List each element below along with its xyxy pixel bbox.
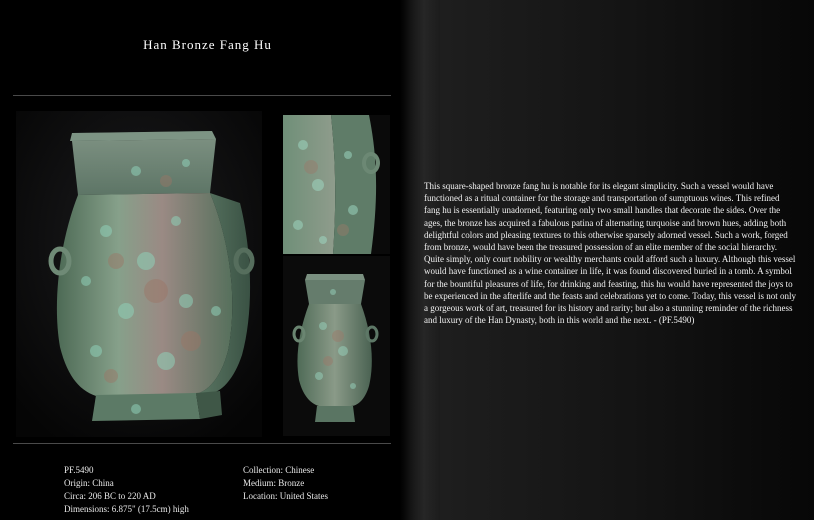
main-vessel-photo[interactable] — [16, 111, 262, 437]
detail-circa: Circa: 206 BC to 220 AD — [64, 491, 156, 501]
details-right — [243, 464, 393, 503]
top-divider — [13, 95, 391, 96]
detail-collection: Collection: Chinese — [243, 465, 315, 475]
alternate-vessel-photo[interactable] — [283, 256, 390, 436]
detail-medium: Medium: Bronze — [243, 478, 305, 488]
detail-vessel-photo[interactable] — [283, 115, 390, 254]
detail-location: Location: United States — [243, 491, 328, 501]
artifact-description: This square-shaped bronze fang hu is notable for its elegant simplicity. Such a vessel would have functioned as a ritual container for the storage and transportation of sumptuous wines. This refined fang hu is essentially unadorned, featuring only two small handles that decorate the sides. Over the ages, the bronze has acquired a fabulous patina of alternating turquoise and brown hues, adding both delightful colors and pleasing textures to this otherwise sparsely adorned vessel. Such a work, forged from bronze, would have been the treasured possession of an elite member of the social hierarchy. Quite simply, only court nobility or wealthy merchants could afford such a luxury. Although this vessel would have functioned as a wine container in life, it was found discovered buried in a tomb. A symbol for the bountiful pleasures of life, for drinking and feasting, this hu would have represented the joys to be experienced in the afterlife and the feasts and celebrations yet to come. Today, this vessel is not only a gorgeous work of art, treasured for its history and rarity; but also a stunning reminder of the richness and luxury of the Han Dynasty, both in this world and the next. - (PF.5490) — [424, 181, 796, 326]
detail-reference: PF.5490 — [64, 465, 94, 475]
detail-dimensions: Dimensions: 6.875" (17.5cm) high — [64, 504, 189, 514]
details-left — [64, 464, 234, 516]
page-title: Han Bronze Fang Hu — [143, 37, 272, 52]
bottom-divider — [13, 443, 391, 444]
detail-origin: Origin: China — [64, 478, 114, 488]
